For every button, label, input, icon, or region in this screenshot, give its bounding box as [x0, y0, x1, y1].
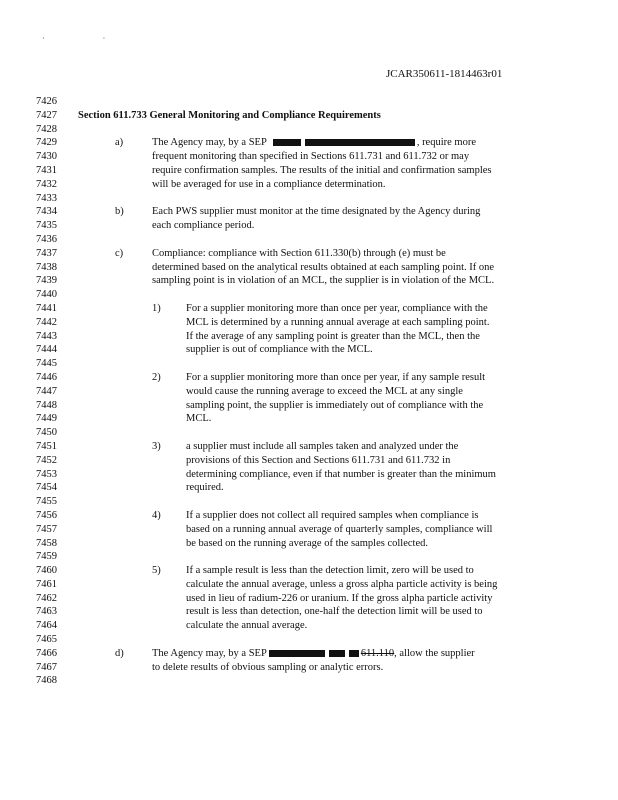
subsection-marker: a) [115, 137, 124, 149]
line-number: 7446 [36, 371, 57, 383]
line-number: 7458 [36, 537, 57, 549]
line-number: 7445 [36, 358, 57, 370]
line-number: 7465 [36, 634, 57, 646]
line-number: 7440 [36, 289, 57, 301]
line-number: 7444 [36, 344, 57, 356]
line-number: 7455 [36, 496, 57, 508]
item-marker: 2) [152, 371, 161, 383]
item-marker: 1) [152, 302, 161, 314]
line-number: 7452 [36, 454, 57, 466]
paragraph-line: based on a running annual average of quarterly samples, compliance will [186, 523, 493, 535]
line-number: 7464 [36, 620, 57, 632]
item-marker: 4) [152, 509, 161, 521]
line-number: 7433 [36, 192, 57, 204]
line-number: 7438 [36, 261, 57, 273]
redaction-mark [273, 139, 301, 146]
item-marker: 3) [152, 440, 161, 452]
line-number: 7457 [36, 523, 57, 535]
paragraph-line: determining compliance, even if that number is greater than the minimum [186, 468, 496, 480]
list-item [0, 509, 618, 523]
line-number: 7456 [36, 509, 57, 521]
line-number: 7447 [36, 385, 57, 397]
line-number: 7468 [36, 675, 57, 687]
document-id: JCAR350611-1814463r01 [386, 68, 503, 80]
paragraph-line: a supplier must include all samples taken and analyzed under the [186, 440, 459, 452]
line-number: 7437 [36, 247, 57, 259]
paragraph-line: to delete results of obvious sampling or analytic errors. [152, 661, 384, 673]
line-number: 7442 [36, 316, 57, 328]
line-number: 7428 [36, 123, 57, 135]
redaction-mark [305, 139, 415, 146]
subsection-marker: d) [115, 647, 124, 659]
line-number: 7467 [36, 661, 57, 673]
line-number: 7441 [36, 302, 57, 314]
paragraph-line: be based on the running average of the samples collected. [186, 537, 428, 549]
line-number: 7454 [36, 482, 57, 494]
paragraph-line: each compliance period. [152, 220, 255, 232]
line-number: 7434 [36, 206, 57, 218]
item-marker: 5) [152, 565, 161, 577]
paragraph-line: MCL is determined by a running annual average at each sampling point. [186, 316, 490, 328]
paragraph-line: result is less than detection, one-half the detection limit will be used to [186, 606, 483, 618]
paragraph-line: required. [186, 482, 224, 494]
scan-specks: · · [42, 34, 134, 43]
line-number: 7462 [36, 592, 57, 604]
paragraph-line: used in lieu of radium-226 or uranium. If the gross alpha particle activity [186, 592, 493, 604]
line-number: 7466 [36, 647, 57, 659]
struck-text: 611.110 [360, 647, 395, 659]
paragraph-line: If the average of any sampling point is greater than the MCL, then the [186, 330, 480, 342]
line-number: 7461 [36, 578, 57, 590]
text-run: , require more [416, 137, 476, 149]
paragraph-line: sampling point is in violation of an MCL, the supplier is in violation of the MCL. [152, 275, 495, 287]
text-run: The Agency may, by a SEP [152, 137, 267, 149]
paragraph-line: For a supplier monitoring more than once per year, compliance with the [186, 302, 488, 314]
redaction-mark [329, 650, 345, 657]
subsection-b [0, 205, 618, 219]
line-number: 7432 [36, 178, 57, 190]
subsection-marker: c) [115, 247, 124, 259]
list-item [0, 440, 618, 454]
text-run: The Agency may, by a SEP [152, 647, 267, 659]
paragraph-line: sampling point, the supplier is immediately out of compliance with the [186, 399, 484, 411]
document-body [0, 95, 618, 688]
paragraph-line: For a supplier monitoring more than once per year, if any sample result [186, 371, 486, 383]
line-number: 7443 [36, 330, 57, 342]
line-number: 7463 [36, 606, 57, 618]
paragraph-line: Each PWS supplier must monitor at the time designated by the Agency during [152, 206, 481, 218]
redaction-mark [269, 650, 325, 657]
list-item [0, 302, 618, 316]
subsection-c [0, 247, 618, 261]
subsection-d [0, 647, 618, 661]
line-number: 7431 [36, 164, 57, 176]
paragraph-line: provisions of this Section and Sections 611.731 and 611.732 in [186, 454, 451, 466]
line-number: 7450 [36, 427, 57, 439]
line-number: 7429 [36, 137, 57, 149]
line-number: 7436 [36, 233, 57, 245]
paragraph-line: calculate the annual average, unless a gross alpha particle activity is being [186, 578, 498, 590]
line-number: 7427 [36, 109, 57, 121]
paragraph-line: supplier is out of compliance with the MCL. [186, 344, 373, 356]
line-number: 7459 [36, 551, 57, 563]
paragraph-line: calculate the annual average. [186, 620, 308, 632]
line-number: 7448 [36, 399, 57, 411]
list-item [0, 564, 618, 578]
paragraph-line: If a sample result is less than the detection limit, zero will be used to [186, 565, 474, 577]
redaction-mark [349, 650, 359, 657]
paragraph-line: determined based on the analytical results obtained at each sampling point. If one [152, 261, 495, 273]
line-number: 7439 [36, 275, 57, 287]
line-number: 7453 [36, 468, 57, 480]
paragraph-line: frequent monitoring than specified in Sections 611.731 and 611.732 or may [152, 151, 470, 163]
line-number: 7430 [36, 151, 57, 163]
paragraph-line [152, 136, 476, 150]
paragraph-line [152, 647, 475, 661]
subsection-a [0, 136, 618, 150]
line-number: 7449 [36, 413, 57, 425]
text-run: , allow the supplier [394, 647, 475, 659]
line-number: 7426 [36, 96, 57, 107]
line-number: 7435 [36, 220, 57, 232]
line-number: 7460 [36, 565, 57, 577]
paragraph-line: will be averaged for use in a compliance determination. [152, 178, 386, 190]
paragraph-line: Compliance: compliance with Section 611.330(b) through (e) must be [152, 247, 446, 259]
list-item [0, 371, 618, 385]
section-heading: Section 611.733 General Monitoring and Compliance Requirements [78, 109, 381, 121]
paragraph-line: would cause the running average to exceed the MCL at any single [186, 385, 463, 397]
paragraph-line: If a supplier does not collect all required samples when compliance is [186, 509, 479, 521]
paragraph-line: MCL. [186, 413, 212, 425]
subsection-marker: b) [115, 206, 124, 218]
line-number: 7451 [36, 440, 57, 452]
paragraph-line: require confirmation samples. The results of the initial and confirmation samples [152, 164, 492, 176]
